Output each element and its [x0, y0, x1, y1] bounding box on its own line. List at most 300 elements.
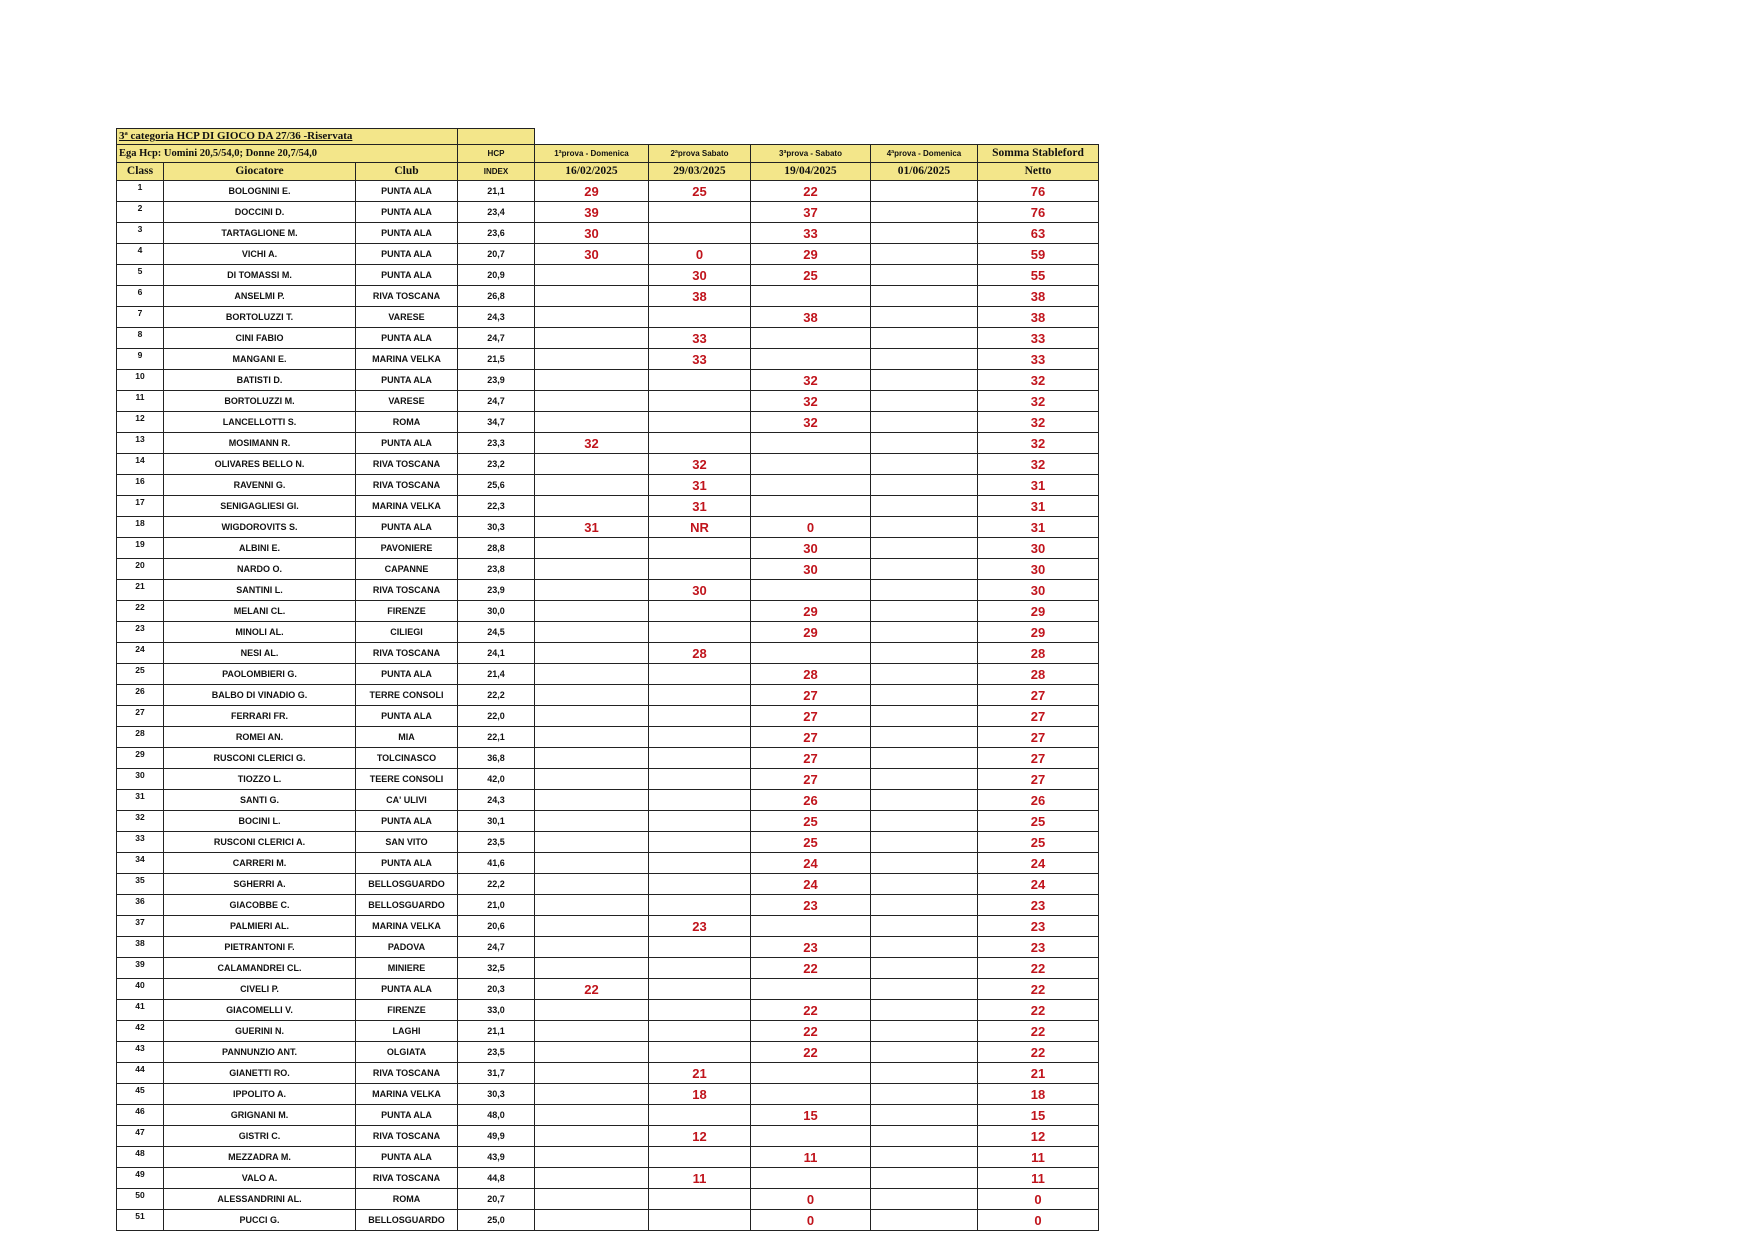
- round4-score: [871, 748, 978, 769]
- round4-score: [871, 958, 978, 979]
- player-header: Giocatore: [164, 163, 356, 181]
- total-score: 22: [978, 1042, 1099, 1063]
- total-score: 32: [978, 454, 1099, 475]
- class-cell: 41: [117, 1000, 164, 1021]
- club-name: MINIERE: [356, 958, 458, 979]
- player-name: PALMIERI AL.: [164, 916, 356, 937]
- round3-score: 11: [751, 1147, 871, 1168]
- table-row: [117, 1063, 1099, 1084]
- round3-score: [751, 496, 871, 517]
- round2-score: [649, 1147, 751, 1168]
- round1-score: [535, 874, 649, 895]
- round3-score: [751, 1084, 871, 1105]
- player-name: MINOLI AL.: [164, 622, 356, 643]
- standings-body: [117, 181, 1099, 1231]
- club-name: PUNTA ALA: [356, 202, 458, 223]
- class-cell: 46: [117, 1105, 164, 1126]
- player-name: DI TOMASSI M.: [164, 265, 356, 286]
- round3-score: 28: [751, 664, 871, 685]
- round1-score: [535, 748, 649, 769]
- table-row: [117, 937, 1099, 958]
- round1-score: [535, 349, 649, 370]
- round3-score: [751, 433, 871, 454]
- club-name: PUNTA ALA: [356, 181, 458, 202]
- round1-score: [535, 538, 649, 559]
- round4-score: [871, 1210, 978, 1231]
- club-name: RIVA TOSCANA: [356, 475, 458, 496]
- player-name: BORTOLUZZI M.: [164, 391, 356, 412]
- table-row: [117, 202, 1099, 223]
- hcp-index: 22,2: [458, 685, 535, 706]
- round2-score: 23: [649, 916, 751, 937]
- total-score: 23: [978, 895, 1099, 916]
- round2-score: 30: [649, 580, 751, 601]
- round1-header: 1ªprova - Domenica: [535, 145, 649, 163]
- round4-score: [871, 937, 978, 958]
- total-score: 63: [978, 223, 1099, 244]
- player-name: GIANETTI RO.: [164, 1063, 356, 1084]
- hcp-index: 30,3: [458, 517, 535, 538]
- total-score: 21: [978, 1063, 1099, 1084]
- round2-score: 30: [649, 265, 751, 286]
- round3-score: 23: [751, 937, 871, 958]
- player-name: MOSIMANN R.: [164, 433, 356, 454]
- hcp-index: 23,8: [458, 559, 535, 580]
- player-name: RUSCONI CLERICI A.: [164, 832, 356, 853]
- round4-header: 4ªprova - Domenica: [871, 145, 978, 163]
- hcp-header: HCP: [458, 145, 535, 163]
- club-name: FIRENZE: [356, 601, 458, 622]
- player-name: DOCCINI D.: [164, 202, 356, 223]
- class-cell: 48: [117, 1147, 164, 1168]
- club-name: PUNTA ALA: [356, 223, 458, 244]
- round2-score: [649, 937, 751, 958]
- total-score: 11: [978, 1147, 1099, 1168]
- round2-score: 38: [649, 286, 751, 307]
- round1-score: [535, 832, 649, 853]
- round3-score: [751, 979, 871, 1000]
- round3-score: 30: [751, 559, 871, 580]
- club-name: LAGHI: [356, 1021, 458, 1042]
- hcp-index: 23,2: [458, 454, 535, 475]
- round1-score: [535, 643, 649, 664]
- class-cell: 14: [117, 454, 164, 475]
- round2-score: NR: [649, 517, 751, 538]
- total-score: 76: [978, 202, 1099, 223]
- class-cell: 5: [117, 265, 164, 286]
- class-cell: 2: [117, 202, 164, 223]
- player-name: SANTI G.: [164, 790, 356, 811]
- round2-score: [649, 433, 751, 454]
- total-score: 27: [978, 685, 1099, 706]
- total-score: 26: [978, 790, 1099, 811]
- round4-score: [871, 538, 978, 559]
- total-score: 59: [978, 244, 1099, 265]
- player-name: SANTINI L.: [164, 580, 356, 601]
- hcp-index: 24,1: [458, 643, 535, 664]
- hcp-index: 23,3: [458, 433, 535, 454]
- table-row: [117, 832, 1099, 853]
- player-name: CALAMANDREI CL.: [164, 958, 356, 979]
- player-name: ANSELMI P.: [164, 286, 356, 307]
- round1-score: [535, 1147, 649, 1168]
- round4-score: [871, 391, 978, 412]
- table-row: [117, 790, 1099, 811]
- class-cell: 36: [117, 895, 164, 916]
- total-score: 32: [978, 412, 1099, 433]
- total-score: 24: [978, 853, 1099, 874]
- hcp-index: 34,7: [458, 412, 535, 433]
- hcp-index: 23,9: [458, 370, 535, 391]
- total-score: 30: [978, 559, 1099, 580]
- round4-score: [871, 790, 978, 811]
- player-name: PAOLOMBIERI G.: [164, 664, 356, 685]
- player-name: CINI FABIO: [164, 328, 356, 349]
- player-name: IPPOLITO A.: [164, 1084, 356, 1105]
- round2-score: [649, 895, 751, 916]
- player-name: TIOZZO L.: [164, 769, 356, 790]
- round1-score: [535, 328, 649, 349]
- round3-score: 29: [751, 622, 871, 643]
- player-name: PIETRANTONI F.: [164, 937, 356, 958]
- round3-score: [751, 1063, 871, 1084]
- total-score: 22: [978, 958, 1099, 979]
- club-name: PUNTA ALA: [356, 517, 458, 538]
- round4-score: [871, 853, 978, 874]
- total-score: 25: [978, 832, 1099, 853]
- class-cell: 1: [117, 181, 164, 202]
- round1-score: [535, 1126, 649, 1147]
- player-name: ALBINI E.: [164, 538, 356, 559]
- total-score: 32: [978, 370, 1099, 391]
- total-score: 0: [978, 1189, 1099, 1210]
- class-cell: 10: [117, 370, 164, 391]
- round1-score: [535, 1042, 649, 1063]
- hcp-index: 23,9: [458, 580, 535, 601]
- round4-score: [871, 1042, 978, 1063]
- hcp-title-spacer: [458, 129, 535, 145]
- round4-score: [871, 832, 978, 853]
- round3-score: 27: [751, 685, 871, 706]
- round1-score: [535, 1105, 649, 1126]
- player-name: GUERINI N.: [164, 1021, 356, 1042]
- class-cell: 20: [117, 559, 164, 580]
- club-name: TOLCINASCO: [356, 748, 458, 769]
- round3-score: 30: [751, 538, 871, 559]
- table-row: [117, 370, 1099, 391]
- player-name: GIACOBBE C.: [164, 895, 356, 916]
- table-row: [117, 1042, 1099, 1063]
- hcp-index: 22,0: [458, 706, 535, 727]
- table-row: [117, 181, 1099, 202]
- player-name: GIACOMELLI V.: [164, 1000, 356, 1021]
- round1-score: 30: [535, 244, 649, 265]
- table-row: [117, 853, 1099, 874]
- round2-score: [649, 727, 751, 748]
- hcp-index: 23,5: [458, 1042, 535, 1063]
- club-name: PUNTA ALA: [356, 664, 458, 685]
- round3-score: [751, 349, 871, 370]
- club-name: BELLOSGUARDO: [356, 874, 458, 895]
- total-score: 11: [978, 1168, 1099, 1189]
- round3-score: [751, 580, 871, 601]
- hcp-index: 20,3: [458, 979, 535, 1000]
- class-cell: 7: [117, 307, 164, 328]
- round2-score: [649, 685, 751, 706]
- total-score: 38: [978, 286, 1099, 307]
- table-row: [117, 916, 1099, 937]
- hcp-index: 25,0: [458, 1210, 535, 1231]
- hcp-index: 24,7: [458, 328, 535, 349]
- round4-score: [871, 202, 978, 223]
- round3-score: 27: [751, 748, 871, 769]
- round2-score: [649, 391, 751, 412]
- round2-score: [649, 1021, 751, 1042]
- round4-score: [871, 1105, 978, 1126]
- club-name: PUNTA ALA: [356, 370, 458, 391]
- index-header: INDEX: [458, 163, 535, 181]
- hcp-index: 31,7: [458, 1063, 535, 1084]
- club-name: VARESE: [356, 307, 458, 328]
- round4-score: [871, 601, 978, 622]
- round1-score: [535, 622, 649, 643]
- ega-hcp-line: Ega Hcp: Uomini 20,5/54,0; Donne 20,7/54,0: [117, 145, 458, 163]
- round2-score: [649, 1210, 751, 1231]
- class-cell: 43: [117, 1042, 164, 1063]
- round2-score: 33: [649, 349, 751, 370]
- round4-score: [871, 496, 978, 517]
- round2-score: [649, 559, 751, 580]
- class-cell: 19: [117, 538, 164, 559]
- round2-score: 12: [649, 1126, 751, 1147]
- round2-score: 33: [649, 328, 751, 349]
- club-name: FIRENZE: [356, 1000, 458, 1021]
- club-name: RIVA TOSCANA: [356, 1168, 458, 1189]
- round4-score: [871, 685, 978, 706]
- round2-score: [649, 706, 751, 727]
- club-name: RIVA TOSCANA: [356, 454, 458, 475]
- round1-date: 16/02/2025: [535, 163, 649, 181]
- round3-score: 0: [751, 1210, 871, 1231]
- round3-score: 38: [751, 307, 871, 328]
- club-name: MIA: [356, 727, 458, 748]
- total-score: 27: [978, 769, 1099, 790]
- round1-score: [535, 937, 649, 958]
- class-cell: 31: [117, 790, 164, 811]
- class-cell: 51: [117, 1210, 164, 1231]
- round4-score: [871, 895, 978, 916]
- total-score: 31: [978, 496, 1099, 517]
- round1-score: 22: [535, 979, 649, 1000]
- table-row: [117, 433, 1099, 454]
- club-name: MARINA VELKA: [356, 496, 458, 517]
- total-score: 38: [978, 307, 1099, 328]
- class-cell: 22: [117, 601, 164, 622]
- table-row: [117, 748, 1099, 769]
- table-row: [117, 874, 1099, 895]
- player-name: ROMEI AN.: [164, 727, 356, 748]
- club-name: MARINA VELKA: [356, 916, 458, 937]
- round1-score: 30: [535, 223, 649, 244]
- round3-score: 23: [751, 895, 871, 916]
- class-cell: 47: [117, 1126, 164, 1147]
- total-score: 32: [978, 391, 1099, 412]
- total-score: 15: [978, 1105, 1099, 1126]
- table-row: [117, 811, 1099, 832]
- table-row: [117, 895, 1099, 916]
- total-score: 12: [978, 1126, 1099, 1147]
- club-name: CILIEGI: [356, 622, 458, 643]
- round4-score: [871, 664, 978, 685]
- round4-score: [871, 1189, 978, 1210]
- round3-score: [751, 454, 871, 475]
- club-name: BELLOSGUARDO: [356, 1210, 458, 1231]
- round1-score: [535, 958, 649, 979]
- club-name: TEERE CONSOLI: [356, 769, 458, 790]
- club-name: PUNTA ALA: [356, 811, 458, 832]
- round4-score: [871, 370, 978, 391]
- round4-score: [871, 580, 978, 601]
- round3-score: 32: [751, 412, 871, 433]
- class-cell: 23: [117, 622, 164, 643]
- hcp-index: 23,4: [458, 202, 535, 223]
- player-name: BOCINI L.: [164, 811, 356, 832]
- hcp-index: 43,9: [458, 1147, 535, 1168]
- club-name: ROMA: [356, 1189, 458, 1210]
- round3-score: 25: [751, 811, 871, 832]
- player-name: RUSCONI CLERICI G.: [164, 748, 356, 769]
- round4-score: [871, 412, 978, 433]
- player-name: MANGANI E.: [164, 349, 356, 370]
- hcp-index: 24,7: [458, 391, 535, 412]
- player-name: MEZZADRA M.: [164, 1147, 356, 1168]
- player-name: GISTRI C.: [164, 1126, 356, 1147]
- total-score: 25: [978, 811, 1099, 832]
- round4-score: [871, 223, 978, 244]
- round1-score: [535, 706, 649, 727]
- club-name: PUNTA ALA: [356, 979, 458, 1000]
- round2-score: [649, 958, 751, 979]
- class-cell: 38: [117, 937, 164, 958]
- total-score: 32: [978, 433, 1099, 454]
- hcp-index: 41,6: [458, 853, 535, 874]
- round4-score: [871, 181, 978, 202]
- round3-score: 25: [751, 832, 871, 853]
- table-row: [117, 580, 1099, 601]
- total-score: 33: [978, 349, 1099, 370]
- round1-score: [535, 1063, 649, 1084]
- table-row: [117, 265, 1099, 286]
- netto-header: Netto: [978, 163, 1099, 181]
- round2-score: [649, 223, 751, 244]
- class-cell: 44: [117, 1063, 164, 1084]
- round4-date: 01/06/2025: [871, 163, 978, 181]
- round3-score: 29: [751, 601, 871, 622]
- round1-score: [535, 790, 649, 811]
- hcp-index: 21,0: [458, 895, 535, 916]
- round1-score: 32: [535, 433, 649, 454]
- round3-score: 25: [751, 265, 871, 286]
- table-row: [117, 517, 1099, 538]
- round3-score: [751, 328, 871, 349]
- hcp-index: 42,0: [458, 769, 535, 790]
- table-row: [117, 622, 1099, 643]
- round2-score: [649, 202, 751, 223]
- round1-score: [535, 1000, 649, 1021]
- player-name: TARTAGLIONE M.: [164, 223, 356, 244]
- club-name: SAN VITO: [356, 832, 458, 853]
- round2-score: [649, 832, 751, 853]
- round2-score: [649, 853, 751, 874]
- hcp-index: 30,3: [458, 1084, 535, 1105]
- player-name: VALO A.: [164, 1168, 356, 1189]
- club-name: PUNTA ALA: [356, 1105, 458, 1126]
- round4-score: [871, 244, 978, 265]
- total-score: 29: [978, 601, 1099, 622]
- round3-date: 19/04/2025: [751, 163, 871, 181]
- round2-score: [649, 790, 751, 811]
- club-name: PUNTA ALA: [356, 244, 458, 265]
- round4-score: [871, 1021, 978, 1042]
- table-row: [117, 1147, 1099, 1168]
- round4-score: [871, 706, 978, 727]
- hcp-index: 24,5: [458, 622, 535, 643]
- hcp-index: 49,9: [458, 1126, 535, 1147]
- total-score: 27: [978, 706, 1099, 727]
- total-score: 22: [978, 979, 1099, 1000]
- round3-score: 29: [751, 244, 871, 265]
- player-name: PUCCI G.: [164, 1210, 356, 1231]
- round3-score: 37: [751, 202, 871, 223]
- club-name: PUNTA ALA: [356, 328, 458, 349]
- total-score: 27: [978, 748, 1099, 769]
- class-cell: 39: [117, 958, 164, 979]
- club-name: RIVA TOSCANA: [356, 580, 458, 601]
- round2-score: [649, 769, 751, 790]
- round4-score: [871, 517, 978, 538]
- club-name: PAVONIERE: [356, 538, 458, 559]
- round3-score: 22: [751, 958, 871, 979]
- round2-score: [649, 748, 751, 769]
- round2-score: [649, 1042, 751, 1063]
- hcp-index: 28,8: [458, 538, 535, 559]
- class-cell: 4: [117, 244, 164, 265]
- hcp-index: 22,1: [458, 727, 535, 748]
- round2-score: 32: [649, 454, 751, 475]
- class-cell: 11: [117, 391, 164, 412]
- club-name: PADOVA: [356, 937, 458, 958]
- round1-score: [535, 1084, 649, 1105]
- round2-score: 31: [649, 496, 751, 517]
- round1-score: [535, 1210, 649, 1231]
- table-row: [117, 286, 1099, 307]
- total-score: 18: [978, 1084, 1099, 1105]
- round1-score: [535, 916, 649, 937]
- hcp-index: 23,5: [458, 832, 535, 853]
- round4-score: [871, 1126, 978, 1147]
- hcp-index: 23,6: [458, 223, 535, 244]
- round3-score: [751, 286, 871, 307]
- club-name: MARINA VELKA: [356, 349, 458, 370]
- player-name: BORTOLUZZI T.: [164, 307, 356, 328]
- total-score: 23: [978, 937, 1099, 958]
- round1-score: [535, 601, 649, 622]
- table-row: [117, 979, 1099, 1000]
- round2-score: 0: [649, 244, 751, 265]
- total-score: 33: [978, 328, 1099, 349]
- round2-score: [649, 538, 751, 559]
- round4-score: [871, 307, 978, 328]
